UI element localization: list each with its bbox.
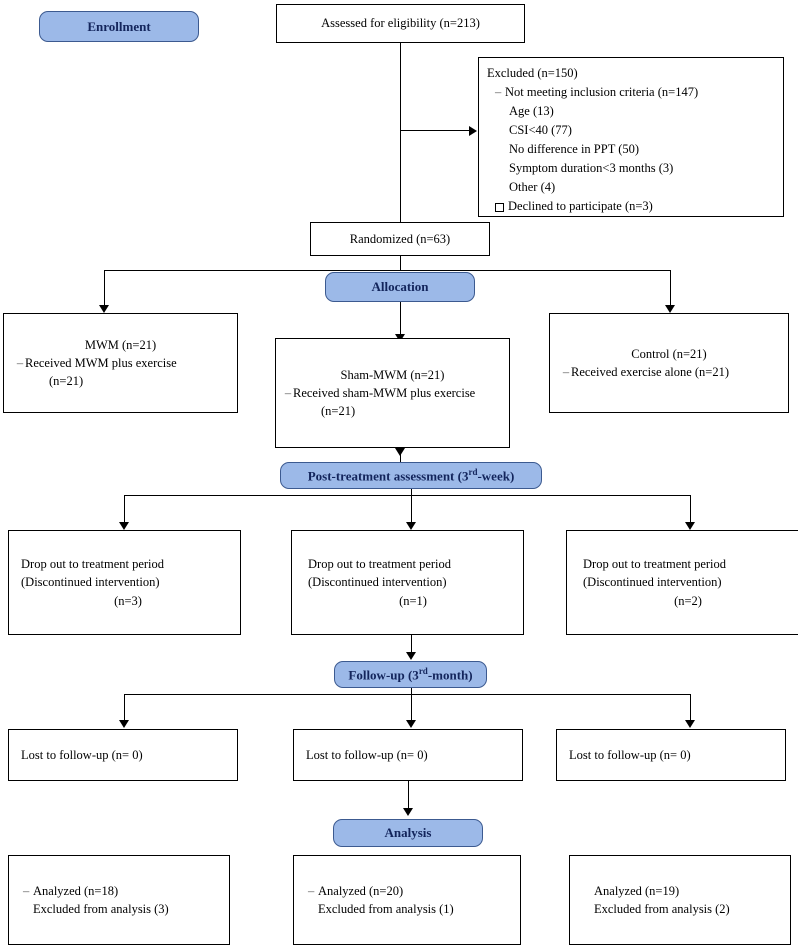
arrowhead-dropout-center bbox=[406, 522, 416, 530]
node-assessed-for-eligibility bbox=[276, 4, 525, 43]
node-excluded bbox=[478, 57, 784, 217]
connector-allocation-right bbox=[670, 270, 671, 310]
analysis-sham-line1: – Analyzed (n=20) bbox=[308, 883, 404, 898]
dropout-control-line3: (n=2) bbox=[674, 593, 702, 608]
arrowhead-post-treatment bbox=[395, 448, 405, 456]
followup-sham-label: Lost to follow-up (n= 0) bbox=[306, 747, 428, 762]
dropout-control-line2: (Discontinued intervention) bbox=[583, 575, 722, 590]
stage-allocation bbox=[325, 272, 475, 302]
dropout-sham-line1: Drop out to treatment period bbox=[308, 557, 452, 572]
dropout-control-line1: Drop out to treatment period bbox=[583, 557, 727, 572]
arm-sham-line2: – Received sham-MWM plus exercise bbox=[284, 385, 476, 400]
arrowhead-followup-right bbox=[685, 720, 695, 728]
stage-post-treatment bbox=[280, 462, 542, 489]
excluded-item-3: No difference in PPT (50) bbox=[509, 142, 640, 156]
arrowhead-analysis bbox=[403, 808, 413, 816]
excluded-item-0: – Not meeting inclusion criteria (n=147) bbox=[495, 85, 699, 99]
arm-mwm-title: MWM (n=21) bbox=[84, 337, 157, 352]
dropout-mwm-line1: Drop out to treatment period bbox=[21, 557, 165, 572]
arrowhead-followup-left bbox=[119, 720, 129, 728]
arrowhead-dropout-right bbox=[685, 522, 695, 530]
node-analysis-mwm bbox=[8, 855, 230, 945]
arrowhead-dropout-left bbox=[119, 522, 129, 530]
analysis-control-line2: Excluded from analysis (2) bbox=[594, 902, 730, 916]
analysis-sham-line2: Excluded from analysis (1) bbox=[318, 902, 454, 916]
dropout-sham-line3: (n=1) bbox=[399, 593, 427, 608]
arrowhead-excluded bbox=[469, 126, 477, 136]
arm-mwm-line2: – Received MWM plus exercise bbox=[16, 355, 177, 370]
arrowhead-followup-center bbox=[406, 720, 416, 728]
connector-allocation-bus bbox=[104, 270, 671, 271]
dropout-mwm-line3: (n=3) bbox=[114, 593, 142, 608]
connector-followup-bus bbox=[124, 694, 690, 695]
node-arm-sham-mwm bbox=[275, 338, 510, 448]
connector-to-excluded bbox=[400, 130, 470, 131]
dropout-mwm-line2: (Discontinued intervention) bbox=[21, 575, 160, 590]
node-arm-mwm bbox=[3, 313, 238, 413]
dropout-sham-line2: (Discontinued intervention) bbox=[308, 575, 447, 590]
stage-allocation-label: Allocation bbox=[371, 279, 429, 294]
assessed-label: Assessed for eligibility (n=213) bbox=[321, 16, 480, 31]
excluded-item-5: Other (4) bbox=[509, 180, 556, 194]
node-dropout-mwm bbox=[8, 530, 241, 635]
arrowhead-arm-left bbox=[99, 305, 109, 313]
stage-analysis bbox=[333, 819, 483, 847]
randomized-label: Randomized (n=63) bbox=[349, 231, 451, 246]
bullet-square-icon bbox=[495, 203, 504, 212]
node-followup-control bbox=[556, 729, 786, 781]
stage-post-treatment-label: Post-treatment assessment (3rd-week) bbox=[307, 466, 515, 484]
connector-randomized-stem bbox=[400, 256, 401, 270]
stage-followup bbox=[334, 661, 487, 688]
arm-mwm-line3: (n=21) bbox=[49, 374, 84, 389]
analysis-control-line1: Analyzed (n=19) bbox=[594, 883, 680, 898]
followup-control-label: Lost to follow-up (n= 0) bbox=[569, 747, 691, 762]
excluded-item-2: CSI<40 (77) bbox=[509, 123, 572, 137]
analysis-mwm-line1: – Analyzed (n=18) bbox=[23, 883, 119, 898]
excluded-item-4: Symptom duration<3 months (3) bbox=[509, 161, 674, 175]
stage-enrollment-label: Enrollment bbox=[87, 18, 151, 34]
arm-sham-title: Sham-MWM (n=21) bbox=[340, 367, 445, 382]
excluded-title: Excluded (n=150) bbox=[487, 66, 578, 80]
followup-mwm-label: Lost to follow-up (n= 0) bbox=[21, 747, 143, 762]
node-dropout-sham bbox=[291, 530, 524, 635]
arm-control-line2: – Received exercise alone (n=21) bbox=[562, 365, 730, 379]
excluded-item-6: Declined to participate (n=3) bbox=[495, 197, 775, 216]
node-followup-mwm bbox=[8, 729, 238, 781]
connector-dropout-bus bbox=[124, 495, 690, 496]
connector-assessed-to-randomized bbox=[400, 43, 401, 228]
connector-allocation-left bbox=[104, 270, 105, 310]
node-dropout-control bbox=[566, 530, 798, 635]
analysis-mwm-line2: Excluded from analysis (3) bbox=[33, 902, 169, 916]
stage-enrollment bbox=[39, 11, 199, 42]
node-randomized bbox=[310, 222, 490, 256]
excluded-item-1: Age (13) bbox=[509, 104, 554, 118]
arm-control-title: Control (n=21) bbox=[631, 346, 707, 361]
arm-sham-line3: (n=21) bbox=[321, 404, 356, 419]
node-arm-control bbox=[549, 313, 789, 413]
arrowhead-arm-right bbox=[665, 305, 675, 313]
stage-analysis-label: Analysis bbox=[384, 825, 432, 840]
node-analysis-control bbox=[569, 855, 791, 945]
arrowhead-followup bbox=[406, 652, 416, 660]
node-followup-sham bbox=[293, 729, 523, 781]
stage-followup-label: Follow-up (3rd-month) bbox=[348, 665, 473, 683]
node-analysis-sham bbox=[293, 855, 521, 945]
